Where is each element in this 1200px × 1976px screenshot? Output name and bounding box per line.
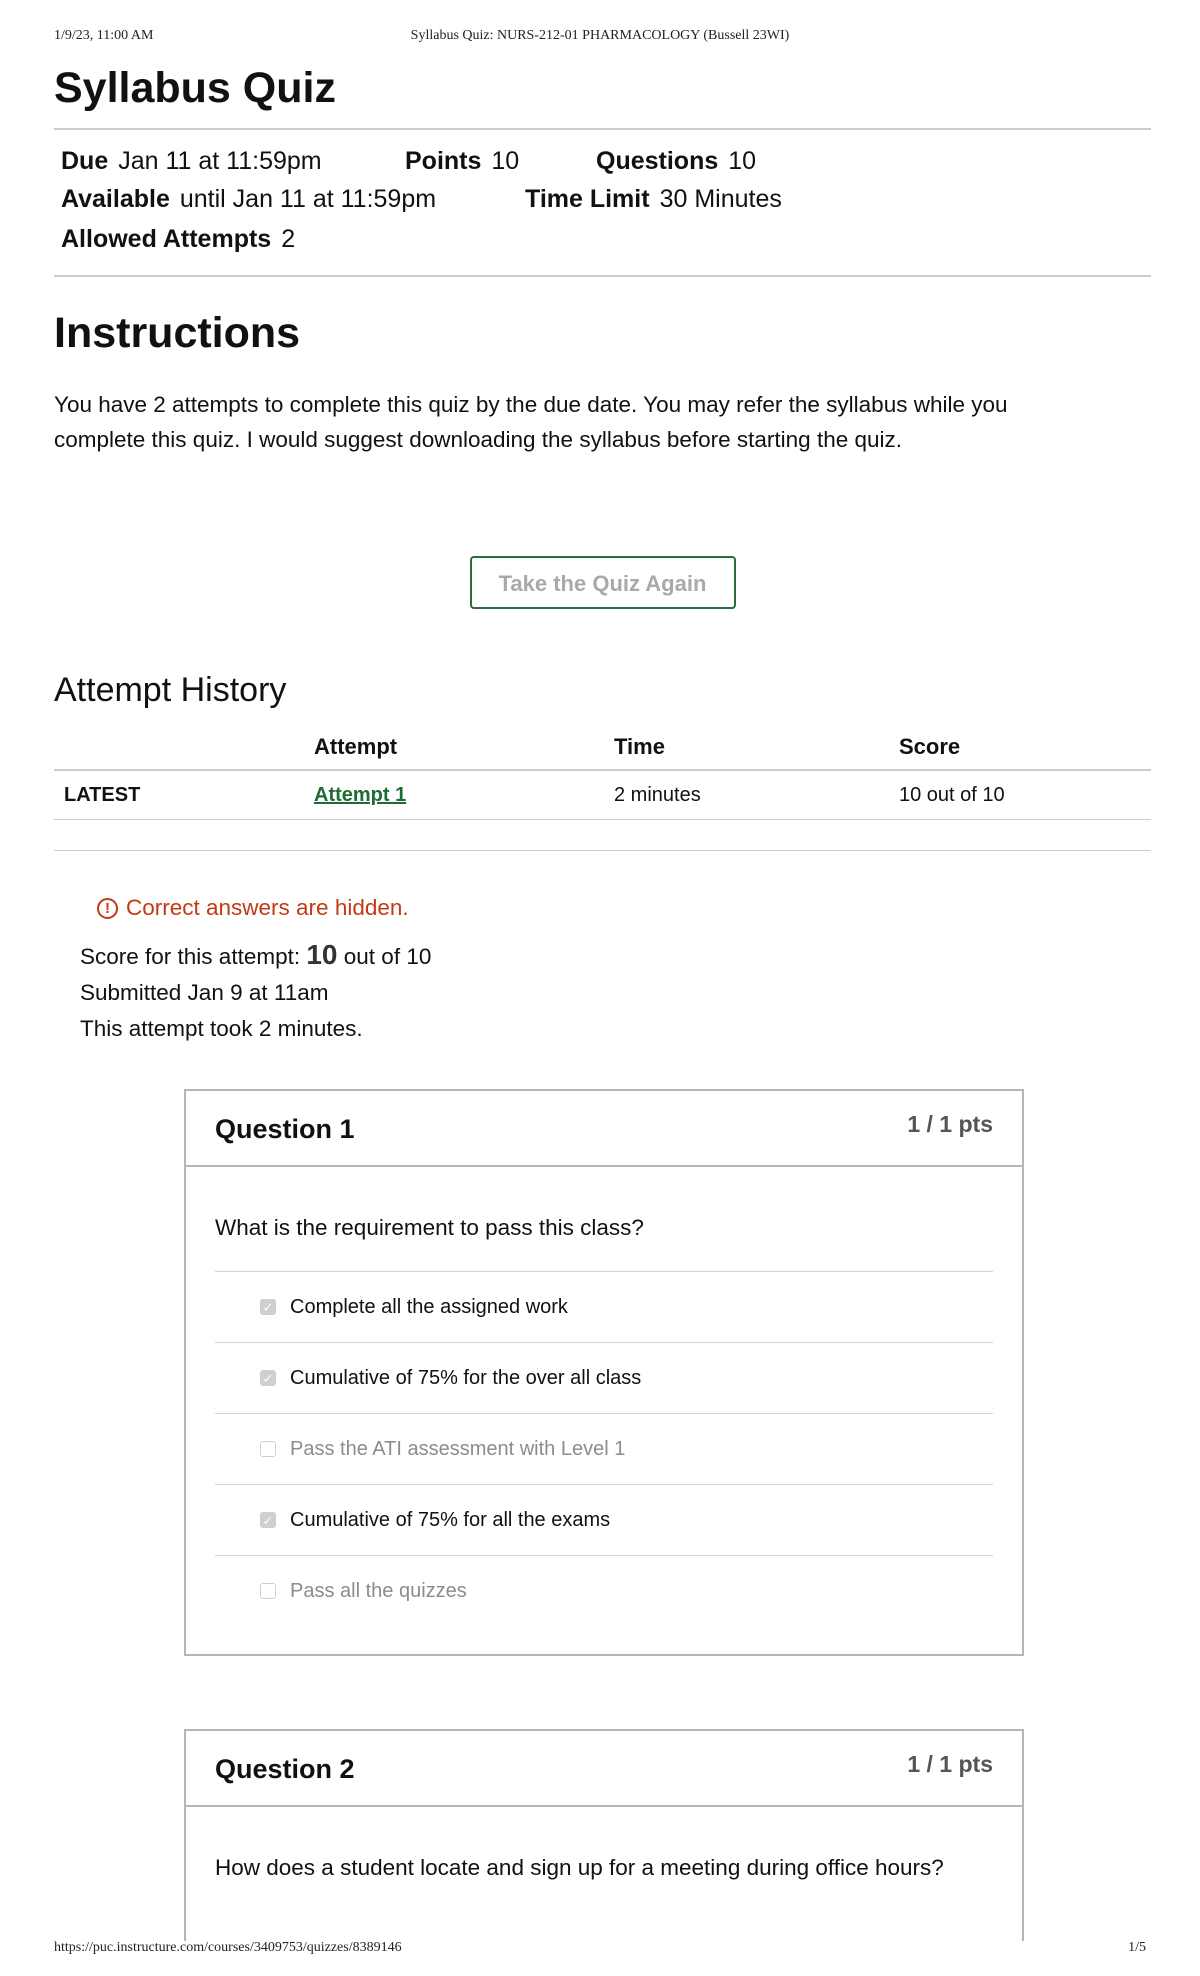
unchecked-checkbox-icon: [260, 1583, 276, 1599]
questions-value: 10: [728, 147, 757, 175]
question-title: Question 2: [215, 1754, 355, 1784]
points-label: Points: [405, 147, 482, 175]
page-title: Syllabus Quiz: [54, 64, 336, 112]
quiz-details: [54, 130, 1151, 275]
score-cell: 10 out of 10: [889, 770, 1151, 820]
allowed-attempts-field: [61, 225, 295, 254]
take-quiz-again-button[interactable]: Take the Quiz Again: [470, 556, 736, 609]
attempt-summary: [80, 937, 1151, 1047]
time-cell: 2 minutes: [604, 770, 889, 820]
due-field: [61, 147, 322, 176]
print-datetime: 1/9/23, 11:00 AM: [54, 28, 154, 43]
time-limit-value: 30 Minutes: [659, 185, 782, 213]
column-header-score: Score: [889, 725, 1151, 770]
available-value: until Jan 11 at 11:59pm: [179, 185, 437, 213]
available-label: Available: [61, 185, 170, 213]
points-value: 10: [491, 147, 520, 175]
instructions-text: You have 2 attempts to complete this quiz by the due date. You may refer the syllabus while you complete this quiz. I would suggest downloading the syllabus before starting the quiz.: [54, 392, 1008, 452]
question-title: Question 1: [215, 1114, 355, 1144]
duration-line: This attempt took 2 minutes.: [80, 1016, 363, 1041]
time-limit-label: Time Limit: [525, 185, 650, 213]
latest-tag: LATEST: [54, 770, 304, 820]
answer-option: [215, 1343, 993, 1414]
attempt-cell: [304, 770, 604, 820]
answer-option: [215, 1485, 993, 1556]
questions-label: Questions: [596, 147, 719, 175]
quiz-content: [54, 62, 1151, 1880]
score-suffix: out of 10: [343, 944, 432, 969]
question-points: 1 / 1 pts: [907, 1751, 993, 1777]
allowed-attempts-value: 2: [281, 225, 296, 253]
allowed-attempts-label: Allowed Attempts: [61, 225, 272, 253]
questions-field: [596, 147, 756, 176]
answer-text: Cumulative of 75% for all the exams: [290, 1508, 611, 1531]
unchecked-checkbox-icon: [260, 1441, 276, 1457]
submitted-line: Submitted Jan 9 at 11am: [80, 980, 329, 1005]
question-card-1: [184, 1089, 1024, 1656]
print-url: https://puc.instructure.com/courses/3409753/quizzes/8389146: [54, 1940, 402, 1955]
question-points: 1 / 1 pts: [907, 1111, 993, 1137]
answer-list: [215, 1271, 993, 1626]
score-value: 10: [306, 939, 338, 970]
warning-icon: !: [97, 898, 118, 919]
print-page-number: 1/5: [1128, 1940, 1146, 1955]
question-text: How does a student locate and sign up for a meeting during office hours?: [215, 1855, 944, 1880]
points-field: [405, 147, 519, 176]
question-card-2: [184, 1729, 1024, 1941]
print-doc-title: Syllabus Quiz: NURS-212-01 PHARMACOLOGY (Bussell 23WI): [410, 28, 790, 43]
answer-text: Pass all the quizzes: [290, 1579, 467, 1602]
checked-checkbox-icon: ✓: [260, 1299, 276, 1315]
answer-option: [215, 1272, 993, 1343]
answer-option: [215, 1556, 993, 1626]
table-row: [54, 770, 1151, 820]
question-text: What is the requirement to pass this class?: [215, 1215, 644, 1240]
answer-text: Cumulative of 75% for the over all class: [290, 1366, 642, 1389]
due-label: Due: [61, 147, 109, 175]
answer-text: Complete all the assigned work: [290, 1295, 568, 1318]
question-header: [186, 1731, 1022, 1807]
available-field: [61, 185, 436, 214]
answer-option: [215, 1414, 993, 1485]
score-line: [80, 937, 1151, 975]
question-header: [186, 1091, 1022, 1167]
column-header-attempt: Attempt: [304, 725, 604, 770]
attempt-history-heading: Attempt History: [54, 671, 287, 709]
warning-text: Correct answers are hidden.: [126, 895, 409, 920]
due-value: Jan 11 at 11:59pm: [118, 147, 322, 175]
column-header-tag: [54, 725, 304, 770]
attempt-history-table: [54, 725, 1151, 820]
answer-text: Pass the ATI assessment with Level 1: [290, 1437, 626, 1460]
checked-checkbox-icon: ✓: [260, 1512, 276, 1528]
correct-answers-hidden-notice: [97, 895, 1151, 921]
time-limit-field: [525, 185, 782, 214]
column-header-time: Time: [604, 725, 889, 770]
instructions-heading: Instructions: [54, 309, 301, 357]
attempt-1-link[interactable]: Attempt 1: [314, 783, 407, 806]
score-prefix: Score for this attempt:: [80, 944, 301, 969]
checked-checkbox-icon: ✓: [260, 1370, 276, 1386]
